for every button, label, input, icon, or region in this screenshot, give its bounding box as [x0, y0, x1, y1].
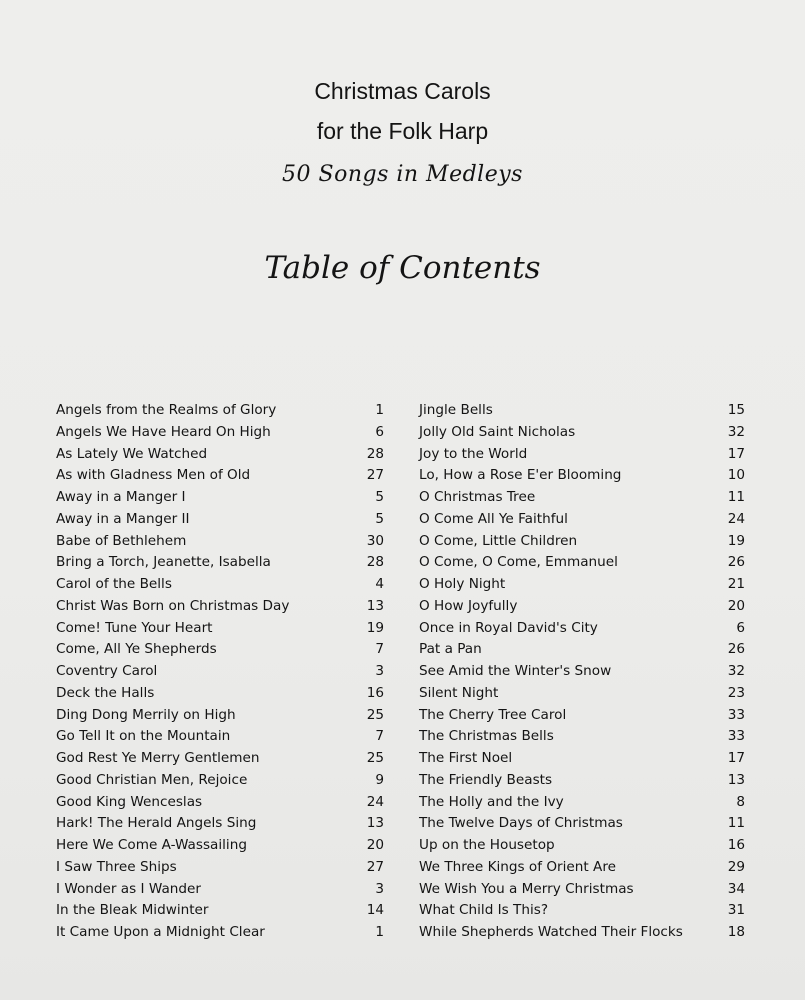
toc-entry-title: Good Christian Men, Rejoice	[56, 771, 248, 788]
toc-entry	[56, 881, 384, 903]
toc-entry-title: It Came Upon a Midnight Clear	[56, 924, 265, 940]
toc-entry-page-number: 7	[375, 641, 384, 658]
toc-entry-title: Go Tell It on the Mountain	[56, 728, 231, 745]
toc-entry	[56, 772, 384, 794]
toc-entry-title: God Rest Ye Merry Gentlemen	[56, 750, 260, 766]
toc-entry-title: Silent Night	[419, 684, 499, 701]
toc-entry-title: Away in a Manger I	[56, 489, 186, 505]
toc-entry-page-number: 27	[366, 467, 384, 484]
toc-entry	[419, 641, 745, 663]
toc-entry-title: O Come, Little Children	[419, 532, 578, 549]
toc-entry	[419, 598, 745, 620]
toc-entry-page-number: 24	[366, 793, 384, 810]
toc-entry	[56, 446, 384, 468]
toc-entry	[56, 598, 384, 620]
toc-entry-page-number: 26	[727, 641, 745, 658]
toc-entry	[419, 707, 745, 729]
toc-entry	[56, 641, 384, 663]
toc-entry-page-number: 20	[366, 837, 384, 853]
toc-entry-title: Pat a Pan	[419, 641, 482, 658]
toc-entry-title: The Twelve Days of Christmas	[419, 815, 623, 832]
toc-entry-title: Jingle Bells	[419, 402, 493, 418]
toc-entry-title: The Holly and the Ivy	[419, 793, 564, 810]
toc-entry	[56, 511, 384, 533]
toc-entry	[419, 576, 745, 598]
toc-entry-title: O Christmas Tree	[419, 489, 536, 505]
toc-entry-page-number: 9	[375, 771, 384, 788]
toc-entry	[56, 815, 384, 837]
toc-entry-title: O Holy Night	[419, 576, 506, 592]
toc-entry-title: We Three Kings of Orient Are	[419, 858, 616, 875]
toc-entry-page-number: 19	[727, 532, 745, 549]
toc-entry	[419, 620, 745, 642]
toc-entry-page-number: 14	[366, 902, 384, 919]
toc-entry	[419, 837, 745, 859]
toc-entry-title: Christ Was Born on Christmas Day	[56, 597, 290, 614]
toc-entry-title: I Saw Three Ships	[56, 858, 177, 875]
toc-left-column	[56, 402, 384, 946]
toc-entry	[419, 815, 745, 837]
toc-entry	[56, 663, 384, 685]
toc-entry	[56, 402, 384, 424]
toc-entry	[419, 772, 745, 794]
toc-entry-page-number: 16	[366, 684, 384, 701]
toc-entry-title: O How Joyfully	[419, 597, 518, 614]
toc-entry-page-number: 31	[727, 902, 745, 919]
toc-entry-title: The Cherry Tree Carol	[419, 706, 567, 723]
toc-entry-title: Away in a Manger II	[56, 510, 190, 527]
toc-entry	[419, 511, 745, 533]
toc-entry-title: Angels We Have Heard On High	[56, 423, 271, 440]
toc-entry-title: Hark! The Herald Angels Sing	[56, 815, 257, 832]
toc-entry-title: Come! Tune Your Heart	[56, 619, 213, 636]
toc-entry	[56, 728, 384, 750]
toc-entry-title: Ding Dong Merrily on High	[56, 706, 236, 723]
toc-entry-title: The Christmas Bells	[419, 728, 554, 745]
toc-entry-page-number: 32	[727, 663, 745, 679]
toc-entry-title: As with Gladness Men of Old	[56, 467, 251, 484]
toc-entry-title: Good King Wenceslas	[56, 793, 203, 810]
toc-entry-page-number: 26	[727, 554, 745, 571]
toc-entry	[56, 576, 384, 598]
book-title-line1: Christmas Carols	[314, 78, 491, 104]
book-subtitle: 50 Songs in Medleys	[282, 162, 523, 187]
toc-entry-page-number: 23	[727, 684, 745, 701]
toc-entry-page-number: 18	[727, 924, 745, 940]
toc-entry-page-number: 30	[366, 532, 384, 549]
toc-entry	[419, 881, 745, 903]
toc-entry-page-number: 28	[366, 554, 384, 571]
toc-entry-title: I Wonder as I Wander	[56, 880, 201, 897]
toc-entry-title: As Lately We Watched	[56, 445, 208, 462]
toc-entry-title: Angels from the Realms of Glory	[56, 402, 277, 418]
toc-entry	[419, 446, 745, 468]
toc-entry	[419, 750, 745, 772]
toc-entry-title: Jolly Old Saint Nicholas	[419, 423, 576, 440]
toc-entry-title: Up on the Housetop	[419, 837, 555, 853]
toc-entry-page-number: 6	[375, 423, 384, 440]
toc-heading: Table of Contents	[264, 250, 541, 286]
toc-entry	[56, 837, 384, 859]
toc-entry-title: Deck the Halls	[56, 684, 155, 701]
toc-entry-page-number: 1	[375, 924, 384, 940]
toc-entry-page-number: 7	[375, 728, 384, 745]
toc-entry-title: Coventry Carol	[56, 663, 158, 679]
toc-entry	[419, 924, 745, 946]
toc-entry	[419, 685, 745, 707]
toc-entry	[56, 685, 384, 707]
toc-right-column	[419, 402, 745, 946]
toc-entry	[419, 467, 745, 489]
toc-entry-title: O Come, O Come, Emmanuel	[419, 554, 618, 571]
toc-entry-page-number: 5	[375, 489, 384, 505]
toc-entry	[56, 620, 384, 642]
toc-entry	[419, 554, 745, 576]
toc-entry-page-number: 27	[366, 858, 384, 875]
toc-entry	[419, 728, 745, 750]
toc-entry-page-number: 32	[727, 423, 745, 440]
toc-entry	[56, 750, 384, 772]
toc-entry-page-number: 19	[366, 619, 384, 636]
toc-entry	[56, 554, 384, 576]
toc-entry-page-number: 1	[375, 402, 384, 418]
toc-entry-title: Once in Royal David's City	[419, 619, 598, 636]
toc-entry	[56, 859, 384, 881]
toc-entry-title: Here We Come A-Wassailing	[56, 837, 247, 853]
toc-entry-page-number: 3	[375, 663, 384, 679]
toc-entry	[56, 924, 384, 946]
toc-entry-title: The First Noel	[419, 750, 513, 766]
toc-entry-page-number: 16	[727, 837, 745, 853]
toc-entry-page-number: 13	[366, 815, 384, 832]
toc-entry-title: Carol of the Bells	[56, 576, 172, 592]
toc-entry-page-number: 25	[366, 706, 384, 723]
toc-entry-page-number: 5	[375, 510, 384, 527]
toc-entry-page-number: 11	[727, 815, 745, 832]
toc-entry-page-number: 8	[736, 793, 745, 810]
toc-entry-page-number: 3	[375, 880, 384, 897]
toc-entry-page-number: 20	[727, 597, 745, 614]
toc-entry-title: The Friendly Beasts	[419, 771, 553, 788]
toc-entry-page-number: 28	[366, 445, 384, 462]
toc-entry	[419, 402, 745, 424]
toc-entry-page-number: 10	[727, 467, 745, 484]
toc-entry-page-number: 4	[375, 576, 384, 592]
toc-entry	[419, 902, 745, 924]
toc-entry	[56, 707, 384, 729]
toc-entry-title: O Come All Ye Faithful	[419, 510, 568, 527]
toc-entry	[56, 533, 384, 555]
toc-entry-title: Babe of Bethlehem	[56, 532, 187, 549]
toc-entry	[419, 533, 745, 555]
book-title-line2: for the Folk Harp	[316, 118, 489, 144]
toc-entry	[56, 467, 384, 489]
toc-entry	[56, 794, 384, 816]
toc-entry-page-number: 17	[727, 750, 745, 766]
toc-entry-page-number: 17	[727, 445, 745, 462]
toc-entry	[56, 424, 384, 446]
toc-entry-page-number: 25	[366, 750, 384, 766]
toc-entry-page-number: 24	[727, 510, 745, 527]
toc-entry-title: In the Bleak Midwinter	[56, 902, 209, 919]
toc-entry-title: See Amid the Winter's Snow	[419, 663, 612, 679]
toc-entry-title: While Shepherds Watched Their Flocks	[419, 924, 683, 940]
toc-entry-title: Bring a Torch, Jeanette, Isabella	[56, 554, 271, 571]
toc-entry-page-number: 33	[727, 706, 745, 723]
toc-entry-title: Come, All Ye Shepherds	[56, 641, 217, 658]
toc-entry-page-number: 29	[727, 858, 745, 875]
toc-entry-page-number: 21	[727, 576, 745, 592]
toc-entry	[419, 489, 745, 511]
toc-entry	[56, 902, 384, 924]
toc-entry-title: What Child Is This?	[419, 902, 549, 919]
toc-entry	[56, 489, 384, 511]
toc-entry	[419, 663, 745, 685]
toc-entry-page-number: 33	[727, 728, 745, 745]
toc-entry-title: We Wish You a Merry Christmas	[419, 880, 634, 897]
toc-entry	[419, 794, 745, 816]
toc-entry-page-number: 34	[727, 880, 745, 897]
toc-entry-page-number: 11	[727, 489, 745, 505]
toc-entry	[419, 424, 745, 446]
toc-entry	[419, 859, 745, 881]
toc-entry-page-number: 13	[727, 771, 745, 788]
toc-entry-title: Joy to the World	[419, 445, 528, 462]
toc-entry-page-number: 6	[736, 619, 745, 636]
toc-entry-page-number: 13	[366, 597, 384, 614]
toc-entry-title: Lo, How a Rose E'er Blooming	[419, 467, 622, 484]
toc-entry-page-number: 15	[727, 402, 745, 418]
